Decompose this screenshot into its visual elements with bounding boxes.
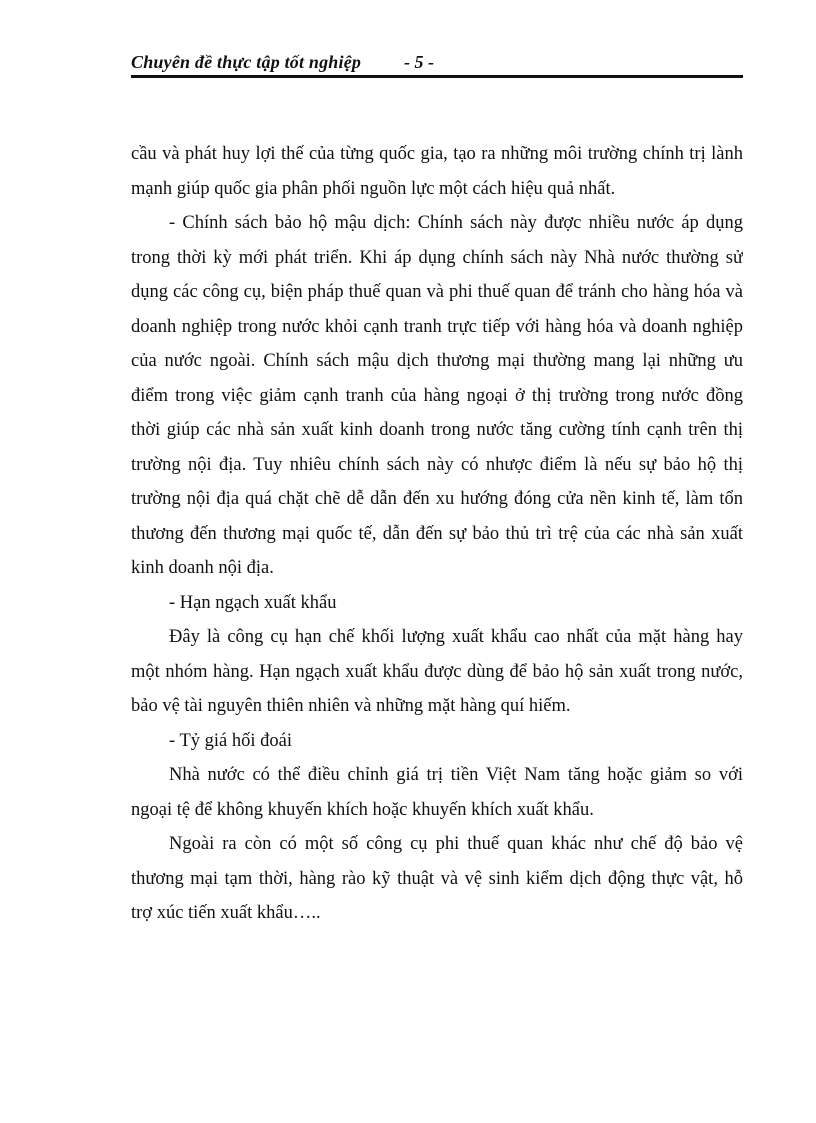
header-title: Chuyên đề thực tập tốt nghiệp	[131, 52, 362, 72]
document-body	[131, 137, 743, 931]
body-line: thời giúp các nhà sản xuất kinh doanh trong nước tăng cường tính cạnh trên thị	[131, 420, 743, 440]
section-heading: - Hạn ngạch xuất khẩu	[169, 592, 337, 613]
body-line: - Chính sách bảo hộ mậu dịch: Chính sách này được nhiều nước áp dụng	[169, 213, 743, 233]
body-line: của nước ngoài. Chính sách mậu dịch thương mại thường mang lại những ưu	[131, 351, 743, 371]
body-line: mạnh giúp quốc gia phân phối nguồn lực một cách hiệu quả nhất.	[131, 178, 616, 199]
body-line: Ngoài ra còn có một số công cụ phi thuế quan khác như chế độ bảo vệ	[169, 834, 743, 854]
page-number: - 5 -	[404, 52, 434, 72]
body-line: bảo vệ tài nguyên thiên nhiên và những mặt hàng quí hiếm.	[131, 696, 571, 716]
body-line: điểm trong việc giảm cạnh tranh của hàng ngoại ở thị trường trong nước đồng	[131, 385, 743, 406]
body-line: dụng các công cụ, biện pháp thuế quan và phi thuế quan để tránh cho hàng hóa và	[131, 282, 743, 302]
header-rule	[131, 75, 743, 78]
body-line: trợ xúc tiến xuất khẩu…..	[131, 903, 321, 923]
body-line: trường nội địa. Tuy nhiêu chính sách này có nhược điểm là nếu sự bảo hộ thị	[131, 454, 743, 475]
body-line: trường nội địa quá chặt chẽ dễ dẫn đến xu hướng đóng cửa nền kinh tế, làm tổn	[131, 489, 743, 509]
body-line: ngoại tệ để không khuyến khích hoặc khuyến khích xuất khẩu.	[131, 799, 594, 820]
body-line: trong thời kỳ mới phát triển. Khi áp dụng chính sách này Nhà nước thường sử	[131, 247, 743, 268]
body-line: kinh doanh nội địa.	[131, 558, 274, 578]
body-line: thương mại tạm thời, hàng rào kỹ thuật và vệ sinh kiểm dịch động thực vật, hỗ	[131, 868, 743, 889]
body-line: Nhà nước có thể điều chỉnh giá trị tiền Việt Nam tăng hoặc giảm so với	[169, 765, 743, 785]
body-line: Đây là công cụ hạn chế khối lượng xuất khẩu cao nhất của mặt hàng hay	[169, 627, 743, 647]
section-heading: - Tỷ giá hối đoái	[169, 730, 292, 751]
body-line: thương đến thương mại quốc tế, dẫn đến sự bảo thủ trì trệ của các nhà sản xuất	[131, 523, 743, 544]
body-line: doanh nghiệp trong nước khỏi cạnh tranh trực tiếp với hàng hóa và doanh nghiệp	[131, 316, 743, 337]
body-line: cầu và phát huy lợi thế của từng quốc gia, tạo ra những môi trường chính trị lành	[131, 144, 743, 164]
body-line: một nhóm hàng. Hạn ngạch xuất khẩu được dùng để bảo hộ sản xuất trong nước,	[131, 661, 743, 682]
